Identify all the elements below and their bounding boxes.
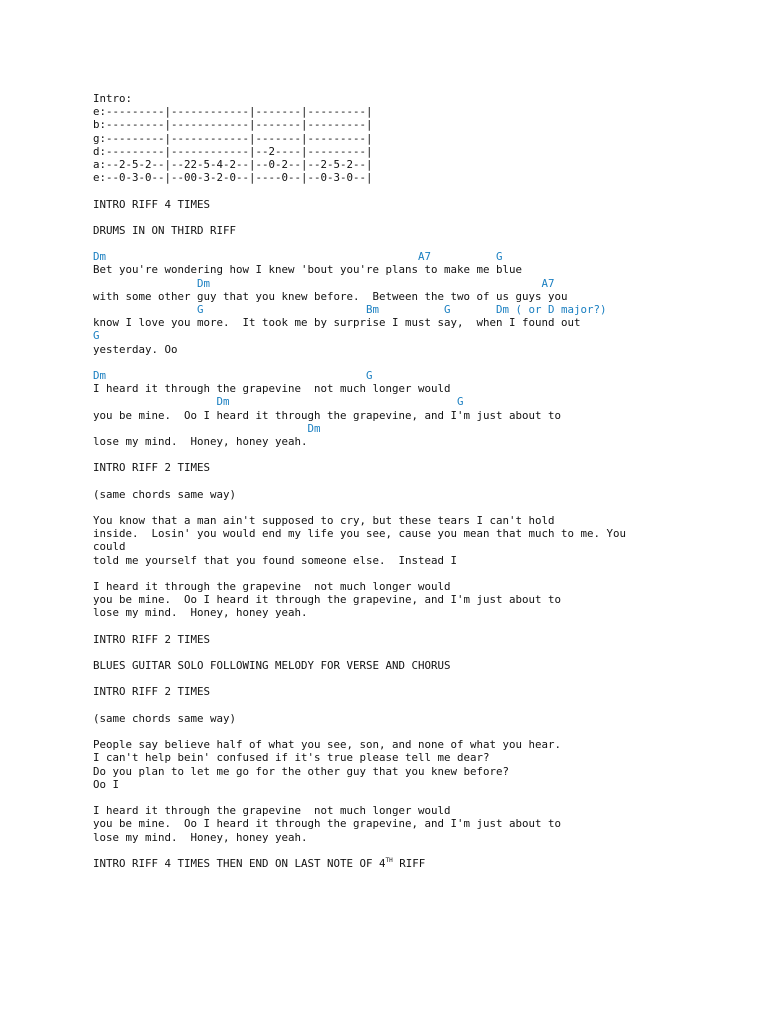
chord-line: Dm A7 G xyxy=(93,250,503,264)
text-line: Intro: xyxy=(93,92,133,105)
text-line: (same chords same way) xyxy=(93,711,237,725)
text-line: INTRO RIFF 2 TIMES xyxy=(93,632,211,646)
blank-line xyxy=(93,448,626,461)
text-line: DRUMS IN ON THIRD RIFF xyxy=(93,223,237,237)
chord-line: G Bm G Dm ( or D major?) xyxy=(93,303,607,316)
blank-line xyxy=(93,699,626,712)
blank-line xyxy=(93,620,626,633)
chord-line: G xyxy=(93,329,100,343)
blank-line xyxy=(93,791,626,804)
blank-line xyxy=(93,567,626,580)
lyric-line: I heard it through the grapevine not much longer would xyxy=(93,382,451,396)
text-line: b:---------|------------|-------|---------| xyxy=(93,118,373,132)
lyric-line: know I love you more. It took me by surprise I must say, when I found out xyxy=(93,316,581,330)
text-line: a:--2-5-2--|--22-5-4-2--|--0-2--|--2-5-2--| xyxy=(93,157,373,171)
text-line: INTRO RIFF 2 TIMES xyxy=(93,685,211,699)
lyric-line: lose my mind. Honey, honey yeah. xyxy=(93,434,308,448)
text-line: told me yourself that you found someone else. Instead I xyxy=(93,553,458,567)
chord-line: Dm A7 xyxy=(93,276,555,290)
text-line: People say believe half of what you see, son, and none of what you hear. xyxy=(93,738,562,752)
blank-line xyxy=(93,646,626,659)
blank-line xyxy=(93,501,626,514)
blank-line xyxy=(93,237,626,250)
text-line: g:---------|------------|-------|---------| xyxy=(93,131,373,145)
text-line: d:---------|------------|--2----|---------| xyxy=(93,144,373,158)
chord-line: Dm G xyxy=(93,368,373,382)
chord-line: Dm G xyxy=(93,395,464,409)
song-sheet xyxy=(93,92,626,870)
text-line: e:--0-3-0--|--00-3-2-0--|----0--|--0-3-0--| xyxy=(93,171,373,185)
text-line: Oo I xyxy=(93,777,120,791)
chord-line: Dm xyxy=(93,421,321,435)
text-line: BLUES GUITAR SOLO FOLLOWING MELODY FOR VERSE AND CHORUS xyxy=(93,659,451,673)
text-line: lose my mind. Honey, honey yeah. xyxy=(93,606,308,620)
text-line: I heard it through the grapevine not much longer would xyxy=(93,804,451,818)
text-line: INTRO RIFF 4 TIMES xyxy=(93,197,211,211)
text-line: You know that a man ain't supposed to cry, but these tears I can't hold xyxy=(93,514,555,527)
blank-line xyxy=(93,184,626,197)
ordinal-suffix: TH xyxy=(385,856,393,864)
lyric-line: Bet you're wondering how I knew 'bout you're plans to make me blue xyxy=(93,263,523,277)
text-line: e:---------|------------|-------|---------| xyxy=(93,105,373,119)
blank-line xyxy=(93,474,626,487)
lyric-line: you be mine. Oo I heard it through the grapevine, and I'm just about to xyxy=(93,408,562,422)
blank-line xyxy=(93,725,626,738)
final-instruction-text: INTRO RIFF 4 TIMES THEN END ON LAST NOTE OF 4 xyxy=(93,856,386,870)
text-line: (same chords same way) xyxy=(93,487,237,501)
blank-line xyxy=(93,356,626,369)
text-line: lose my mind. Honey, honey yeah. xyxy=(93,830,308,844)
text-line: could xyxy=(93,540,126,554)
lyric-line: yesterday. Oo xyxy=(93,342,178,356)
blank-line xyxy=(93,211,626,224)
text-line: you be mine. Oo I heard it through the grapevine, and I'm just about to xyxy=(93,817,562,831)
text-line: Do you plan to let me go for the other guy that you knew before? xyxy=(93,764,510,778)
text-line: I heard it through the grapevine not much longer would xyxy=(93,579,451,593)
text-line: you be mine. Oo I heard it through the grapevine, and I'm just about to xyxy=(93,593,562,607)
text-line: INTRO RIFF 2 TIMES xyxy=(93,461,211,475)
blank-line xyxy=(93,844,626,857)
text-line: inside. Losin' you would end my life you see, cause you mean that much to me. You xyxy=(93,527,627,541)
lyric-line: with some other guy that you knew before. Between the two of us guys you xyxy=(93,289,568,303)
final-instruction-tail: RIFF xyxy=(392,856,426,870)
blank-line xyxy=(93,672,626,685)
text-line xyxy=(93,857,626,870)
text-line: I can't help bein' confused if it's true please tell me dear? xyxy=(93,751,490,765)
